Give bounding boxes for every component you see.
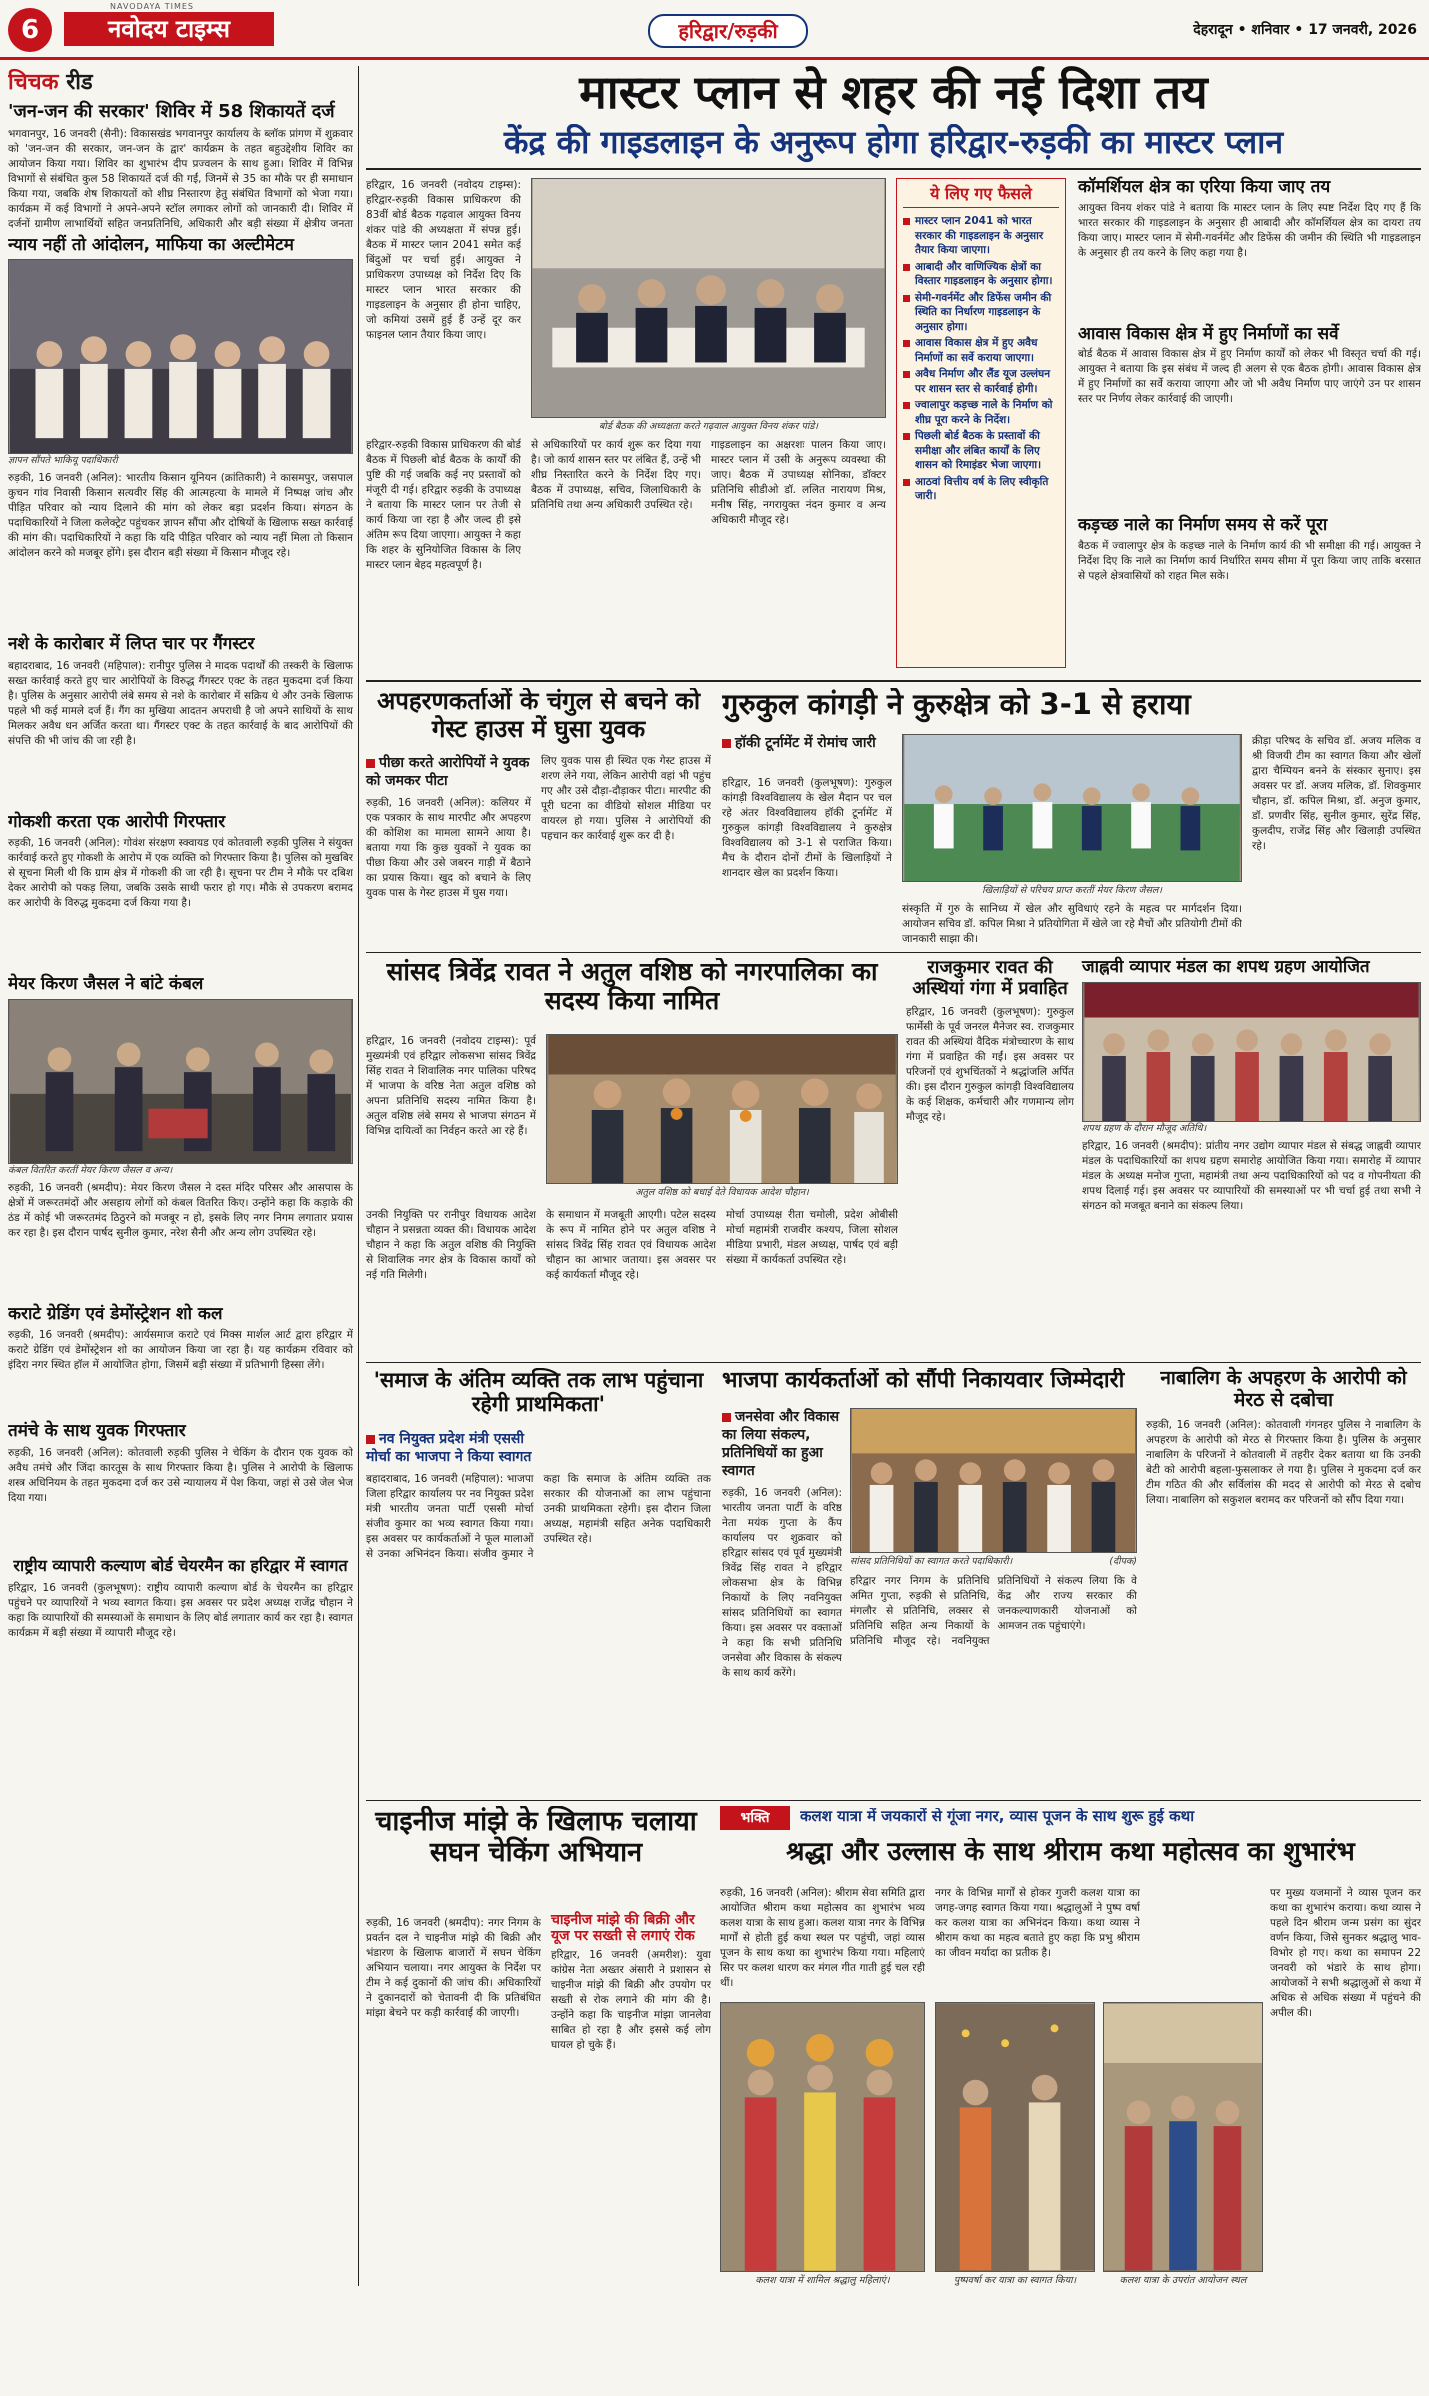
rawat-text-3: के समाधान में मजबूती आएगी। पटेल सदस्य के रूप में नामित होने पर अतुल वशिष्ठ ने सांसद त्रिवेंद्र सिंह रावत एवं विधायक आदेश चौहान का आभार जताया। इस अवसर पर कई कार्यकर्ता मौजूद रहे।: [546, 1209, 716, 1281]
manjha-text-2: हरिद्वार, 16 जनवरी (अमरीश): युवा कांग्रेस नेता अख्तर अंसारी ने प्रशासन से चाइनीज मांझे की बिक्री और उपयोग पर सख्ती से रोक लगाने की मांग की है। उन्होंने कहा कि चाइनीज मांझा जानलेवा साबित हो रहा है और इससे कई लोग घायल हो चुके हैं।: [551, 1949, 711, 2052]
ashes-title: राजकुमार रावत की अस्थियां गंगा में प्रवाहित: [912, 957, 1068, 999]
rawat-caption: अतुल वशिष्ठ को बधाई देते विधायक आदेश चौहान।: [635, 1187, 809, 1198]
page-header: [0, 0, 1429, 60]
a4-text: रुड़की, 16 जनवरी (अनिल): गोवंश संरक्षण स्क्वायड एवं कोतवाली रुड़की पुलिस ने संयुक्त कार्रवाई करते हुए गोकशी के आरोप में एक व्यक्ति को गिरफ्तार किया है। पुलिस को मुखबिर से सूचना मिली थी कि ग्राम क्षेत्र में गोकशी की जा रही है। सूचना पर टीम ने मौके पर दबिश देकर आरोपी को पकड़ लिया, जबकि उसके साथी फरार हो गए। मौके से उपकरण बरामद कर आरोपी के विरुद्ध मुकदमा दर्ज किया गया है।: [8, 837, 353, 910]
key-decision-item: आबादी और वाणिज्यिक क्षेत्रों का विस्तार गाइडलाइन के अनुसार होगा।: [903, 260, 1059, 289]
lead-text-1: हरिद्वार, 16 जनवरी (नवोदय टाइम्स): हरिद्वार-रुड़की विकास प्राधिकरण की 83वीं बोर्ड बैठक गढ़वाल आयुक्त विनय शंकर पांडे की अध्यक्षता में संपन्न हुई। बैठक में मास्टर प्लान 2041 समेत कई बिंदुओं पर चर्चा हुई। आयुक्त ने प्राधिकरण उपाध्यक्ष को निर्देश दिए कि मास्टर प्लान भारत सरकार की गाइडलाइन के अनुसार ही होना चाहिए, जो कमियां उसमें हुई हैं उन्हें दूर कर फाइनल प्लान तैयार किया जाए।: [366, 179, 521, 341]
katha-text-3: पर मुख्य यजमानों ने व्यास पूजन कर कथा का शुभारंभ कराया। कथा व्यास ने पहले दिन श्रीराम जन्म प्रसंग का सुंदर वर्णन किया, जिसे सुनकर श्रद्धालु भाव-विभोर हो गए। कथा का समापन 22 जनवरी को भंडारे के साथ होगा। आयोजकों ने सभी श्रद्धालुओं से कथा में अधिक से अधिक संख्या में पहुंचने की अपील की।: [1270, 1887, 1421, 2019]
katha-photo-2: [935, 2002, 1095, 2272]
hockey-title: गुरुकुल कांगड़ी ने कुरुक्षेत्र को 3-1 से हराया: [722, 688, 1191, 721]
side2-text: बोर्ड बैठक में आवास विकास क्षेत्र में हुए निर्माण कार्यों को लेकर भी विस्तृत चर्चा की गई। आयुक्त ने बताया कि इस संबंध में जल्द ही अलग से एक बैठक होगी। आवास विकास क्षेत्र में हुए निर्माणों का सर्वे कराया जाएगा और जो भी अवैध निर्माण पाए जाएंगे उन पर शासन स्तर पर निर्णय लेकर कार्रवाई की जाएगी।: [1078, 348, 1421, 406]
vyapar-text: हरिद्वार, 16 जनवरी (श्रमदीप): प्रांतीय नगर उद्योग व्यापार मंडल से संबद्ध जाह्नवी व्यापार मंडल के पदाधिकारियों का शपथ ग्रहण समारोह आयोजित किया गया। समारोह में व्यापार मंडल के अध्यक्ष मनोज गुप्ता, महामंत्री तथा अन्य पदाधिकारियों को पद व गोपनीयता की शपथ दिलाई गई। इस अवसर पर व्यापारियों की समस्याओं पर भी चर्चा हुई तथा सभी ने संगठन को मजबूत बनाने का संकल्प लिया।: [1082, 1139, 1421, 1212]
masthead-small: NAVODAYA TIMES: [110, 2, 195, 11]
key-decision-item: अवैध निर्माण और लैंड यूज उल्लंघन पर शासन स्तर से कार्रवाई होगी।: [903, 367, 1059, 396]
mid-divider-2: [366, 1362, 1421, 1363]
rawat-text-2: उनकी नियुक्ति पर रानीपुर विधायक आदेश चौहान ने प्रसन्नता व्यक्त की। विधायक आदेश चौहान ने कहा कि अतुल वशिष्ठ की नियुक्ति से शिवालिक नगर क्षेत्र के विकास कार्यों को नई गति मिलेगी।: [366, 1209, 536, 1281]
katha-headline: श्रद्धा और उल्लास के साथ श्रीराम कथा महोत्सव का शुभारंभ: [786, 1838, 1355, 1867]
katha-caption-2: पुष्पवर्षा कर यात्रा का स्वागत किया।: [953, 2275, 1077, 2286]
mid-divider-3: [366, 1800, 1421, 1801]
mid-divider-1: [366, 952, 1421, 953]
a8-title: राष्ट्रीय व्यापारी कल्याण बोर्ड चेयरमैन का हरिद्वार में स्वागत: [13, 1555, 348, 1575]
vyapar-caption: शपथ ग्रहण के दौरान मौजूद अतिथि।: [1082, 1122, 1207, 1134]
masthead: नवोदय टाइम्स: [64, 12, 274, 46]
nabalig-text: रुड़की, 16 जनवरी (अनिल): कोतवाली गंगनहर पुलिस ने नाबालिग के अपहरण के आरोपी को मेरठ से गिरफ्तार किया है। पुलिस के अनुसार नाबालिग के परिजनों ने कोतवाली में तहरीर देकर बताया था कि उनकी बेटी को आरोपी बहला-फुसलाकर ले गया है। पुलिस ने मुकदमा दर्ज कर टीम गठित की और सर्विलांस की मदद से आरोपी को मेरठ से दबोच लिया। नाबालिग को सकुशल बरामद कर परिजनों को सौंप दिया गया।: [1146, 1418, 1421, 1506]
bjp-caption: सांसद प्रतिनिधियों का स्वागत करते पदाधिकारी। (दीपक): [850, 1556, 1137, 1567]
lead-story: [366, 66, 1421, 676]
manjha-title: चाइनीज मांझे के खिलाफ चलाया सघन चेकिंग अभियान: [375, 1806, 697, 1869]
a5-photo: [8, 999, 353, 1164]
vyapar-title: जाह्नवी व्यापार मंडल का शपथ ग्रहण आयोजित: [1082, 957, 1370, 977]
a8-text: हरिद्वार, 16 जनवरी (कुलभूषण): राष्ट्रीय व्यापारी कल्याण बोर्ड के चेयरमैन का हरिद्वार पहुंचने पर व्यापारियों ने भव्य स्वागत किया। इस अवसर पर प्रदेश अध्यक्ष राजेंद्र चौहान ने कहा कि व्यापारियों की समस्याओं के समाधान के लिए बोर्ड लगातार कार्य कर रहा है। स्वागत कार्यक्रम में बड़ी संख्या में व्यापारी मौजूद रहे।: [8, 1582, 353, 1640]
a3-text: बहादराबाद, 16 जनवरी (महिपाल): रानीपुर पुलिस ने मादक पदार्थों की तस्करी के खिलाफ सख्त कार्रवाई करते हुए चार आरोपियों के विरुद्ध गैंगस्टर एक्ट के तहत मुकदमा दर्ज किया है। पुलिस के अनुसार आरोपी लंबे समय से नशे के कारोबार में सक्रिय थे और उनके खिलाफ पहले भी कई मामले दर्ज हैं। गैंग का मुखिया आदतन अपराधी है जो अपने साथियों के साथ मिलकर अवैध धन अर्जित करता था। गैंगस्टर एक्ट के तहत कार्रवाई के बाद आरोपियों की संपत्ति की भी जांच की जा रही है।: [8, 659, 353, 747]
manjha-text: रुड़की, 16 जनवरी (श्रमदीप): नगर निगम के प्रवर्तन दल ने चाइनीज मांझे की बिक्री और भंडारण के खिलाफ बाजारों में सघन चेकिंग अभियान चलाया। नगर आयुक्त के निर्देश पर टीम ने कई दुकानों की जांच की। अधिकारियों ने दुकानदारों को चेतावनी दी कि प्रतिबंधित मांझा बेचने पर कड़ी कार्रवाई की जाएगी।: [366, 1917, 541, 2019]
lead-divider: [366, 680, 1421, 682]
ashes-story: [906, 958, 1074, 1358]
side3-text: बैठक में ज्वालापुर क्षेत्र के कड़च्छ नाले के निर्माण कार्य की भी समीक्षा की गई। आयुक्त ने निर्देश दिए कि नाले का निर्माण कार्य निर्धारित समय सीमा में पूरा किया जाए ताकि बरसात से पहले क्षेत्रवासियों को राहत मिल सके।: [1078, 539, 1421, 582]
key-decisions-box: [896, 178, 1066, 668]
lead-photo: [531, 178, 886, 418]
ashes-text: हरिद्वार, 16 जनवरी (कुलभूषण): गुरुकुल फार्मेसी के पूर्व जनरल मैनेजर स्व. राजकुमार रावत की अस्थियां वैदिक मंत्रोच्चारण के साथ गंगा में प्रवाहित की गईं। इस अवसर पर परिजनों एवं शुभचिंतकों ने श्रद्धांजलि अर्पित की। इस दौरान गुरुकुल कांगड़ी विश्वविद्यालय के कई शिक्षक, कर्मचारी और गणमान्य लोग मौजूद रहे।: [906, 1006, 1074, 1124]
katha-story: [720, 1806, 1421, 2291]
a2-title: न्याय नहीं तो आंदोलन, माफिया का अल्टीमेटम: [8, 234, 294, 255]
samaj-sub: नव नियुक्त प्रदेश मंत्री एससी मोर्चा का भाजपा ने किया स्वागत: [366, 1431, 532, 1465]
kidnap-sub: पीछा करते आरोपियों ने युवक को जमकर पीटा: [366, 755, 530, 789]
kidnap-text-1: रुड़की, 16 जनवरी (अनिल): कलियर में एक पत्रकार के साथ मारपीट और अपहरण की कोशिश का मामला सामने आया है। बताया गया कि कुछ युवकों ने युवक का पीछा किया और उसे जबरन गाड़ी में बैठाने का प्रयास किया। खुद को बचाने के लिए युवक पास के गेस्ट हाउस में घुस गया।: [366, 797, 531, 899]
key-decisions-list: [903, 214, 1059, 504]
katha-text-2: नगर के विभिन्न मार्गों से होकर गुजरी कलश यात्रा का जगह-जगह स्वागत किया गया। श्रद्धालुओं ने पुष्प वर्षा कर कलश यात्रा का अभिनंदन किया। कथा व्यास ने श्रीराम कथा का महत्व बताते हुए कहा कि प्रभु श्रीराम का जीवन मर्यादा का प्रतीक है।: [935, 1887, 1140, 1959]
column-divider: [358, 66, 359, 2286]
key-decision-item: ज्वालापुर कड़च्छ नाले के निर्माण को शीघ्र पूरा करने के निर्देश।: [903, 398, 1059, 427]
side1-title: कॉमर्शियल क्षेत्र का एरिया किया जाए तय: [1078, 177, 1331, 197]
nabalig-story: [1146, 1368, 1421, 1798]
lead-side: [1078, 178, 1421, 673]
a1-title: 'जन-जन की सरकार' शिविर में 58 शिकायतें दर्ज: [8, 101, 335, 122]
rawat-photo: [546, 1034, 898, 1184]
katha-caption-3: कलश यात्रा के उपरांत आयोजन स्थल: [1119, 2275, 1247, 2286]
column-label: चिचक रीड: [8, 70, 93, 95]
a2-text: रुड़की, 16 जनवरी (अनिल): भारतीय किसान यूनियन (क्रांतिकारी) ने कासमपुर, जसपाल कुचन गांव निवासी किसान सत्यवीर सिंह की आत्महत्या के मामले में निष्पक्ष जांच और पीड़ित परिवार को न्याय दिलाने की मांग को लेकर बड़ा प्रदर्शन किया। संगठन के पदाधिकारियों ने जिला कलेक्ट्रेट पहुंचकर ज्ञापन सौंपा और दोषियों के खिलाफ सख्त कार्रवाई की मांग की। पदाधिकारियों ने कहा कि यदि पीड़ित परिवार को न्याय नहीं मिला तो किसान आंदोलन करने को मजबूर होंगे। इस दौरान बड़ी संख्या में किसान मौजूद रहे।: [8, 472, 353, 560]
lead-text-3: से अधिकारियों पर कार्य शुरू कर दिया गया है। जो कार्य शासन स्तर पर लंबित हैं, उन्हें भी शीघ्र निस्तारित करने के निर्देश दिए गए। बैठक में उपाध्यक्ष, सचिव, जिलाधिकारी के प्रतिनिधि तथा अन्य अधिकारी उपस्थित रहे।: [531, 439, 701, 511]
kidnap-title: अपहरणकर्ताओं के चंगुल से बचने को गेस्ट हाउस में घुसा युवक: [376, 688, 701, 743]
lead-text-2: हरिद्वार-रुड़की विकास प्राधिकरण की बोर्ड बैठक में पिछली बोर्ड बैठक के कार्यों की पुष्टि की गई जबकि कई नए प्रस्तावों को मंजूरी दी गई। हरिद्वार रुड़की के उपाध्यक्ष ने बताया कि मास्टर प्लान पर तेजी से कार्य किया जा रहा है और जल्द ही इसे अंतिम रूप दिया जाएगा। आयुक्त ने कहा कि शहर के सुनियोजित विकास के लिए मास्टर प्लान बेहद महत्वपूर्ण है।: [366, 439, 521, 571]
bjp-title: भाजपा कार्यकर्ताओं को सौंपी निकायवार जिम्मेदारी: [722, 1368, 1125, 1393]
katha-kicker: कलश यात्रा में जयकारों से गूंजा नगर, व्यास पूजन के साथ शुरू हुई कथा: [800, 1808, 1195, 1825]
a2-photo: [8, 259, 353, 454]
a3-title: नशे के कारोबार में लिप्त चार पर गैंगस्टर: [8, 634, 255, 655]
dateline: देहरादून • शनिवार • 17 जनवरी, 2026: [1193, 22, 1417, 38]
a5-text: रुड़की, 16 जनवरी (श्रमदीप): मेयर किरण जैसल ने दस्त मंदिर परिसर और आसपास के क्षेत्रों में जरूरतमंदों और असहाय लोगों को कंबल वितरित किए। उन्होंने कहा कि कड़ाके की ठंड में कोई भी जरूरतमंद ठिठुरने को मजबूर न हो, इसके लिए नगर निगम लगातार प्रयास कर रहा है। इस दौरान पार्षद सुनील कुमार, नरेश सैनी और अन्य लोग उपस्थित रहे।: [8, 1181, 353, 1239]
rawat-text-1: हरिद्वार, 16 जनवरी (नवोदय टाइम्स): पूर्व मुख्यमंत्री एवं हरिद्वार लोकसभा सांसद त्रिवेंद्र सिंह रावत ने शिवालिक नगर पालिका परिषद में भाजपा के वरिष्ठ नेता अतुल वशिष्ठ को अपना प्रतिनिधि सदस्य नामित किया है। अतुल वशिष्ठ लंबे समय से भाजपा संगठन में विभिन्न दायित्वों का निर्वहन करते आ रहे हैं।: [366, 1035, 536, 1137]
a1-text: भगवानपुर, 16 जनवरी (सैनी): विकासखंड भगवानपुर कार्यालय के ब्लॉक प्रांगण में शुक्रवार को 'जन-जन की सरकार, जन-जन के द्वार' कार्यक्रम के तहत बहुउद्देशीय शिविर का आयोजन किया गया। शिविर का शुभारंभ दीप प्रज्वलन के साथ हुआ। शिविर में विभिन्न विभागों से संबंधित कुल 58 शिकायतें दर्ज की गईं, जिनमें से 35 का मौके पर ही समाधान किया गया, जबकि शेष शिकायतों को शीघ्र निस्तारण हेतु संबंधित विभागों को भेजा गया। कार्यक्रम में कई विभागों ने अपने-अपने स्टॉल लगाकर लोगों को जानकारी दी। शिविर में दर्जनों ग्रामीण लाभार्थियों सहित जनप्रतिनिधि, अधिकारी और बड़ी संख्या में क्षेत्रीय जनता: [8, 127, 353, 230]
bjp-text: रुड़की, 16 जनवरी (अनिल): भारतीय जनता पार्टी के वरिष्ठ नेता मयंक गुप्ता के कैंप कार्यालय पर शुक्रवार को हरिद्वार सांसद एवं पूर्व मुख्यमंत्री त्रिवेंद्र सिंह रावत ने हरिद्वार लोकसभा क्षेत्र के विभिन्न निकायों के लिए नवनियुक्त सांसद प्रतिनिधियों का स्वागत किया। इस अवसर पर वक्ताओं ने कहा कि सभी प्रतिनिधि जनसेवा और विकास के संकल्प के साथ कार्य करेंगे।: [722, 1487, 842, 1679]
samaj-title: 'समाज के अंतिम व्यक्ति तक लाभ पहुंचाना रहेगी प्राथमिकता': [373, 1368, 704, 1417]
katha-text-1: रुड़की, 16 जनवरी (अनिल): श्रीराम सेवा समिति द्वारा आयोजित श्रीराम कथा महोत्सव का शुभारंभ भव्य कलश यात्रा के साथ हुआ। कलश यात्रा नगर के विभिन्न मार्गों से होती हुई कथा स्थल पर पहुंची, जहां व्यास पूजन के साथ कथा का शुभारंभ किया गया। महिलाएं सिर पर कलश धारण कर मंगल गीत गाती हुई चल रही थीं।: [720, 1887, 925, 1989]
a7-text: रुड़की, 16 जनवरी (अनिल): कोतवाली रुड़की पुलिस ने चेकिंग के दौरान एक युवक को अवैध तमंचे और जिंदा कारतूस के साथ गिरफ्तार किया है। पुलिस ने आरोपी के खिलाफ शस्त्र अधिनियम के तहत मुकदमा दर्ज कर उसे न्यायालय में पेश किया, जहां से उसे जेल भेज दिया गया।: [8, 1446, 353, 1504]
a7-title: तमंचे के साथ युवक गिरफ्तार: [8, 1421, 186, 1442]
samaj-text: बहादराबाद, 16 जनवरी (महिपाल): भाजपा जिला हरिद्वार कार्यालय पर नव नियुक्त प्रदेश मंत्री भारतीय जनता पार्टी एससी मोर्चा संजीव कुमार का भव्य स्वागत किया गया। इस अवसर पर कार्यकर्ताओं ने फूल मालाओं से उनका अभिनंदन किया। संजीव कुमार ने कहा कि समाज के अंतिम व्यक्ति तक सरकार की योजनाओं का लाभ पहुंचाना उनकी प्राथमिकता रहेगी। इस दौरान जिला अध्यक्ष, महामंत्री सहित अनेक पदाधिकारी उपस्थित रहे।: [366, 1473, 711, 1560]
hockey-story: [722, 688, 1421, 928]
hockey-photo: [902, 734, 1242, 882]
left-column: [8, 66, 353, 2291]
hockey-caption: खिलाड़ियों से परिचय प्राप्त करतीं मेयर किरण जैसल।: [982, 885, 1162, 896]
a6-text: रुड़की, 16 जनवरी (श्रमदीप): आर्यसमाज कराटे एवं मिक्स मार्शल आर्ट द्वारा हरिद्वार में कराटे ग्रेडिंग एवं डेमोंस्ट्रेशन शो का आयोजन किया जा रहा है। यह कार्यक्रम रविवार को इंदिरा नगर स्थित हॉल में आयोजित होगा, जिसमें बड़ी संख्या में प्रतिभागी हिस्सा लेंगे।: [8, 1329, 353, 1372]
nabalig-title: नाबालिग के अपहरण के आरोपी को मेरठ से दबोचा: [1160, 1367, 1407, 1411]
a5-title: मेयर किरण जैसल ने बांटे कंबल: [8, 974, 204, 995]
a6-title: कराटे ग्रेडिंग एवं डेमोंस्ट्रेशन शो कल: [8, 1303, 223, 1324]
bjp-story: [722, 1368, 1137, 1798]
section-label: हरिद्वार/रुड़की: [648, 14, 808, 48]
bhakti-tag: भक्ति: [720, 1806, 790, 1830]
vyapar-photo: [1082, 982, 1421, 1122]
lead-text-4: गाइडलाइन का अक्षरशः पालन किया जाए। मास्टर प्लान में उसी के अनुरूप व्यवस्था की जाए। बैठक में उपाध्यक्ष सोनिका, डॉक्टर प्रतिनिधि सीडीओ डॉ. ललित नारायण मिश्र, मनीष सिंह, नगरायुक्त नंदन कुमार व अन्य अधिकारी मौजूद रहे।: [711, 439, 886, 526]
lead-headline: मास्टर प्लान से शहर की नई दिशा तय: [579, 66, 1208, 119]
hockey-text-2: संस्कृति में गुरु के सानिध्य में खेल और सुविधाएं रहने के महत्व पर मार्गदर्शन दिया। आयोजन सचिव डॉ. कपिल मिश्रा ने प्रतियोगिता में खेले जा रहे मैचों और प्रतियोगी टीमों की जानकारी साझा की।: [902, 903, 1242, 945]
bjp-photo: [850, 1408, 1137, 1553]
manjha-sub: चाइनीज मांझे की बिक्री और यूज पर सख्ती से लगाएं रोक: [551, 1912, 695, 1945]
a5-caption: कंबल वितरित करतीं मेयर किरण जैसल व अन्य।: [8, 1164, 173, 1176]
rawat-text-4: मोर्चा उपाध्यक्ष रीता चमोली, प्रदेश ओबीसी मोर्चा महामंत्री राजवीर कश्यप, जिला सोशल मीडिया प्रभारी, मंडल अध्यक्ष, पार्षद एवं बड़ी संख्या में कार्यकर्ता उपस्थित रहे।: [726, 1209, 898, 1266]
kidnap-story: [366, 688, 711, 918]
key-decision-item: आवास विकास क्षेत्र में हुए अवैध निर्माणों का सर्वे कराया जाएगा।: [903, 336, 1059, 365]
key-decision-item: मास्टर प्लान 2041 को भारत सरकार की गाइडलाइन के अनुसार तैयार किया जाएगा।: [903, 214, 1059, 258]
vyapar-story: [1082, 958, 1421, 1358]
kidnap-text-2: लिए युवक पास ही स्थित एक गेस्ट हाउस में शरण लेने गया, लेकिन आरोपी वहां भी पहुंच गए और उसे दौड़ा-दौड़ाकर पीटा। मारपीट की पूरी घटना का वीडियो सोशल मीडिया पर वायरल हो गया। पुलिस ने आरोपियों की पहचान कर कार्रवाई शुरू कर दी है।: [541, 755, 711, 842]
key-decision-item: पिछली बोर्ड बैठक के प्रस्तावों की समीक्षा और लंबित कार्यों के लिए शासन को रिमाइंडर भेजा जाएगा।: [903, 429, 1059, 473]
manjha-sidebar: [551, 1912, 711, 2292]
bjp-text-2: हरिद्वार नगर निगम के प्रतिनिधि अमित गुप्ता, रुड़की से प्रतिनिधि, मंगलौर से प्रतिनिधि, लक्सर से प्रतिनिधि सहित अन्य निकायों के प्रतिनिधि मौजूद रहे। नवनियुक्त प्रतिनिधियों ने संकल्प लिया कि वे केंद्र और राज्य सरकार की जनकल्याणकारी योजनाओं को आमजन तक पहुंचाएंगे।: [850, 1575, 1137, 1647]
key-decision-item: सेमी-गवर्नमेंट और डिफेंस जमीन की स्थिति का निर्धारण गाइडलाइन के अनुसार होगा।: [903, 291, 1059, 335]
rawat-story: [366, 958, 898, 1358]
a4-title: गोकशी करता एक आरोपी गिरफ्तार: [8, 811, 226, 832]
hockey-text: हरिद्वार, 16 जनवरी (कुलभूषण): गुरुकुल कांगड़ी विश्वविद्यालय के खेल मैदान पर चल रहे अंतर विश्वविद्यालय हॉकी टूर्नामेंट में गुरुकुल कांगड़ी विश्वविद्यालय ने कुरुक्षेत्र विश्वविद्यालय को 3-1 से पराजित किया। मैच के दौरान दोनों टीमों के खिलाड़ियों ने शानदार खेल का प्रदर्शन किया।: [722, 777, 892, 879]
lead-subhead: केंद्र की गाइडलाइन के अनुरूप होगा हरिद्वार-रुड़की का मास्टर प्लान: [366, 124, 1421, 170]
katha-photo-1: [720, 2002, 925, 2272]
hockey-sub: हॉकी टूर्नामेंट में रोमांच जारी: [722, 734, 892, 752]
key-decisions-title: ये लिए गए फैसले: [903, 185, 1059, 208]
side2-title: आवास विकास क्षेत्र में हुए निर्माणों का सर्वे: [1078, 323, 1339, 344]
side3-title: कड़च्छ नाले का निर्माण समय से करें पूरा: [1078, 515, 1328, 536]
katha-caption-1: कलश यात्रा में शामिल श्रद्धालु महिलाएं।: [755, 2275, 890, 2286]
side1-text: आयुक्त विनय शंकर पांडे ने बताया कि मास्टर प्लान के लिए स्पष्ट निर्देश दिए गए हैं कि भारत सरकार की गाइडलाइन के अनुसार ही आबादी और कॉमर्शियल क्षेत्र का दायरा तय किया जाए। मास्टर प्लान में सेमी-गवर्नमेंट और डिफेंस की जमीन की स्थिति भी गाइडलाइन के अनुसार ही तय करने के लिए कहा गया है।: [1078, 201, 1421, 259]
lead-photo-caption: बोर्ड बैठक की अध्यक्षता करते गढ़वाल आयुक्त विनय शंकर पांडे।: [598, 421, 819, 432]
hockey-text-3: क्रीड़ा परिषद के सचिव डॉ. अजय मलिक व श्री विजयी टीम का स्वागत किया और खेलों द्वारा चैम्पियन बनने के संस्कार सुनाए। इस अवसर पर डॉ. अजय मलिक, डॉ. शिवकुमार चौहान, डॉ. कपिल मिश्रा, डॉ. अनुज कुमार, डॉ. प्रणवीर सिंह, सुनील कुमार, सुरेंद्र सिंह, कुलदीप, राजेंद्र सिंह और खिलाड़ी उपस्थित रहे।: [1252, 735, 1421, 852]
key-decision-item: आठवां वित्तीय वर्ष के लिए स्वीकृति जारी।: [903, 475, 1059, 504]
katha-photo-3: [1103, 2002, 1263, 2272]
page-number: 6: [8, 8, 52, 52]
samaj-story: [366, 1368, 711, 1798]
rawat-title: सांसद त्रिवेंद्र रावत ने अतुल वशिष्ठ को नगरपालिका का सदस्य किया नामित: [386, 958, 878, 1015]
bjp-sub: जनसेवा और विकास का लिया संकल्प, प्रतिनिधियों का हुआ स्वागत: [722, 1409, 840, 1479]
a2-caption: ज्ञापन सौंपते भाकियू पदाधिकारी: [8, 455, 118, 467]
